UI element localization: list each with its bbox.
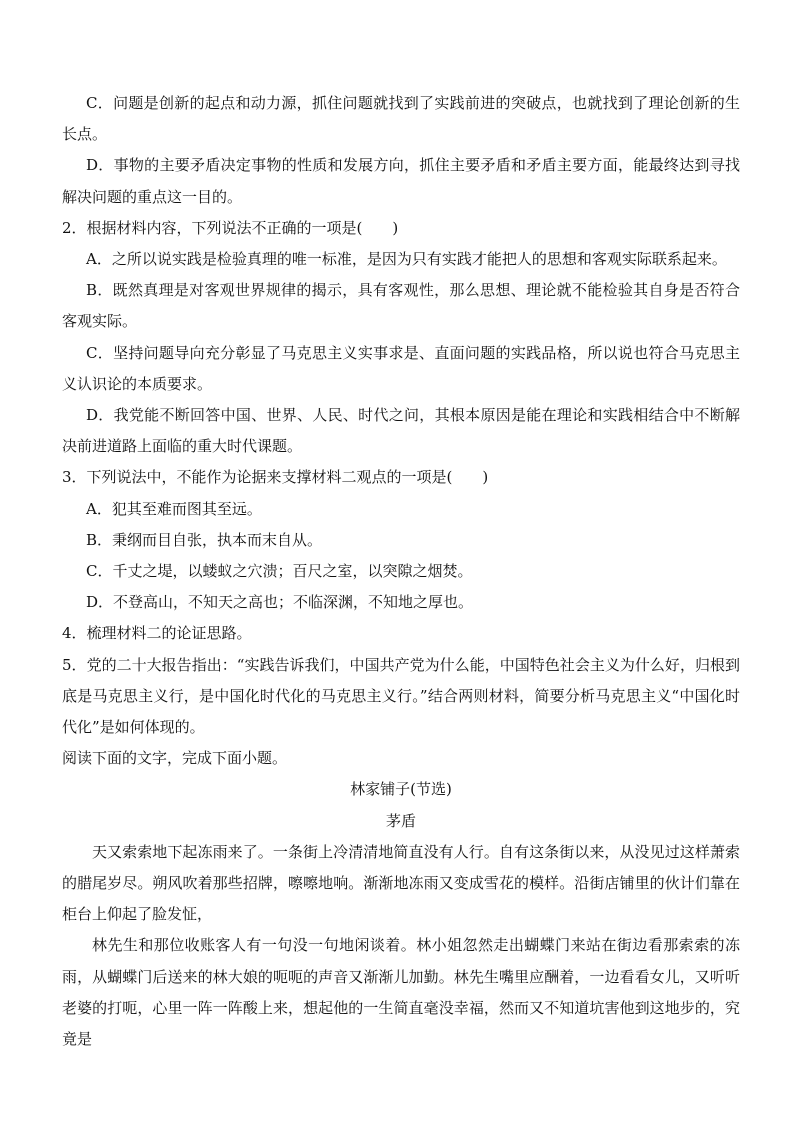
option-2b: B．既然真理是对客观世界规律的揭示，具有客观性，那么思想、理论就不能检验其自身是否符合客观实际。	[62, 281, 740, 331]
article-title: 林家铺子(节选)	[350, 780, 452, 799]
question-4: 4．梳理材料二的论证思路。	[62, 624, 252, 643]
document-body	[62, 88, 740, 1055]
option-3d: D．不登高山，不知天之高也；不临深渊，不知地之厚也。	[86, 593, 474, 612]
article-paragraph-1: 天又索索地下起冻雨来了。一条街上冷清清地简直没有人行。自有这条街以来，从没见过这样萧索的腊尾岁尽。朔风吹着那些招牌，嚓嚓地响。渐渐地冻雨又变成雪花的模样。沿街店铺里的伙计们靠在柜台上仰起了脸发怔，	[62, 842, 740, 924]
option-2d: D．我党能不断回答中国、世界、人民、时代之问，其根本原因是能在理论和实践相结合中不断解决前进道路上面临的重大时代课题。	[62, 406, 740, 456]
option-2a: A．之所以说实践是检验真理的唯一标准，是因为只有实践才能把人的思想和客观实际联系起来。	[86, 250, 727, 269]
option-1c: C．问题是创新的起点和动力源，抓住问题就找到了实践前进的突破点，也就找到了理论创新的生长点。	[62, 94, 740, 144]
option-3b: B．秉纲而目自张，执本而末自从。	[86, 530, 323, 549]
option-3a: A．犯其至难而图其至远。	[86, 499, 262, 518]
option-3c: C．千丈之堤，以蝼蚁之穴溃；百尺之室，以突隙之烟焚。	[86, 562, 473, 581]
option-1d: D．事物的主要矛盾决定事物的性质和发展方向，抓住主要矛盾和矛盾主要方面，能最终达到寻找解决问题的重点这一目的。	[62, 156, 740, 206]
question-5: 5．党的二十大报告指出：“实践告诉我们，中国共产党为什么能，中国特色社会主义为什么好，归根到底是马克思主义行，是中国化时代化的马克思主义行。”结合两则材料，简要分析马克思主义“中国化时代化”是如何体现的。	[62, 655, 740, 737]
reading-instruction: 阅读下面的文字，完成下面小题。	[62, 749, 288, 768]
article-paragraph-2: 林先生和那位收账客人有一句没一句地闲谈着。林小姐忽然走出蝴蝶门来站在街边看那索索的冻雨，从蝴蝶门后送来的林大娘的呃呃的声音又渐渐儿加勤。林先生嘴里应酬着，一边看看女儿，又听听老婆的打呃，心里一阵一阵酸上来，想起他的一生简直毫没幸福，然而又不知道坑害他到这地步的，究竟是	[62, 936, 740, 1049]
question-2: 2．根据材料内容，下列说法不正确的一项是( )	[62, 218, 399, 237]
article-author: 茅盾	[385, 811, 416, 830]
option-2c: C．坚持问题导向充分彰显了马克思主义实事求是、直面问题的实践品格，所以说也符合马克思主义认识论的本质要求。	[62, 343, 740, 393]
question-3: 3．下列说法中，不能作为论据来支撑材料二观点的一项是( )	[62, 468, 489, 487]
